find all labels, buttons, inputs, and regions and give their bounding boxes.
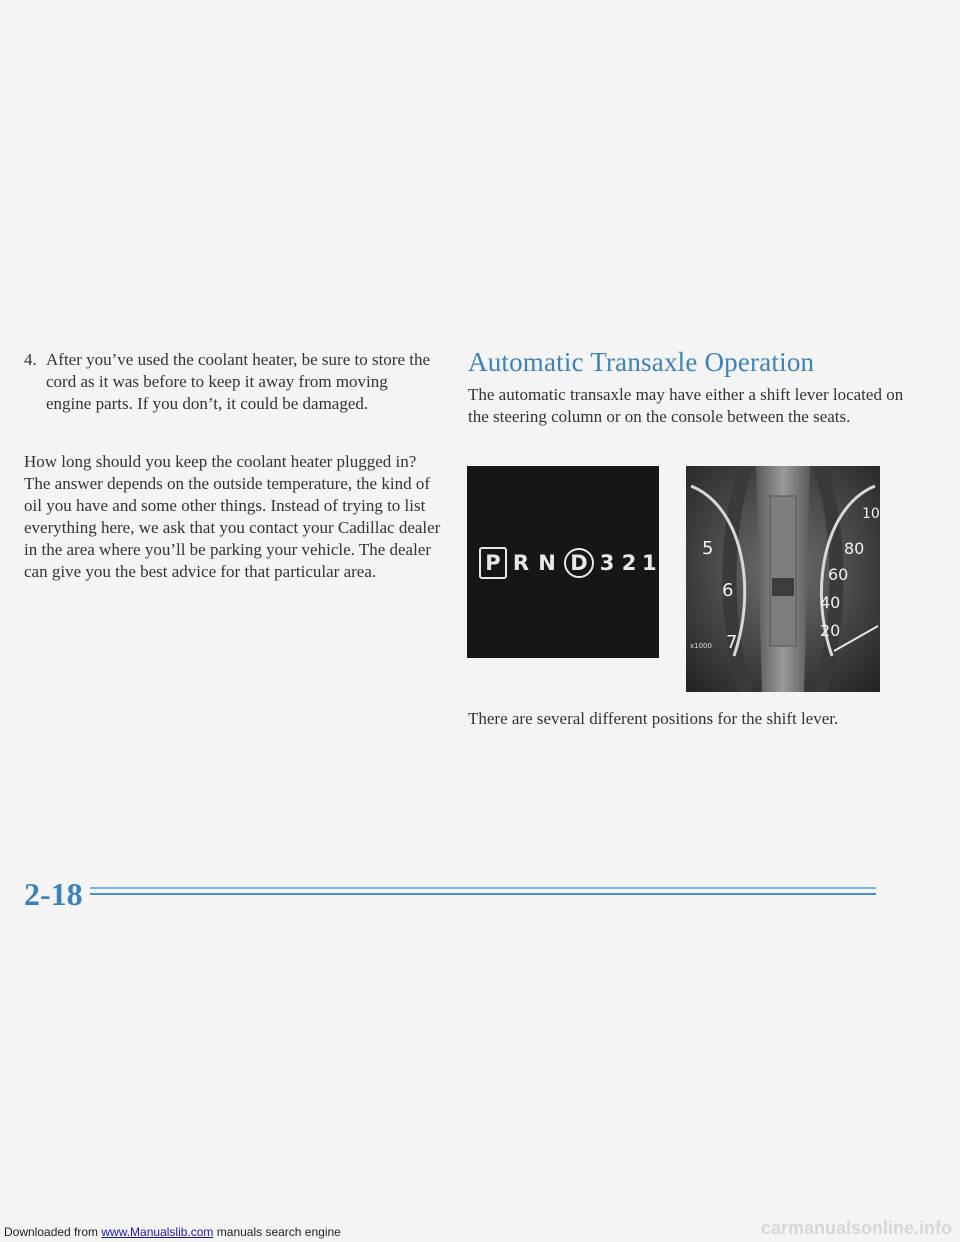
speed-label-40: 40 [820, 593, 841, 612]
speed-label-10: 10 [862, 506, 880, 522]
shift-indicator-image [467, 466, 659, 658]
manualslib-link[interactable]: www.Manualslib.com [101, 1225, 214, 1239]
step-number: 4. [24, 350, 37, 369]
tach-label-7: 7 [726, 632, 738, 653]
footer-rule-secondary [90, 893, 876, 895]
tach-label-5: 5 [702, 538, 714, 559]
gear-d: D [564, 548, 594, 578]
instrument-cluster-image [686, 466, 880, 692]
gear-2: 2 [621, 551, 637, 575]
speed-label-20: 20 [820, 621, 841, 640]
download-suffix: manuals search engine [213, 1225, 341, 1239]
watermark: carmanualsonline.info [760, 1218, 952, 1238]
speed-label-60: 60 [828, 565, 849, 584]
gear-3: 3 [599, 551, 615, 575]
step-item-4 [24, 349, 434, 415]
tach-label-6: 6 [722, 580, 734, 601]
section-heading: Automatic Transaxle Operation [468, 347, 815, 377]
speed-label-80: 80 [844, 539, 865, 558]
section-intro: The automatic transaxle may have either a shift lever located on the steering column or on the console between the seats. [468, 385, 904, 426]
cluster-graphic [686, 466, 880, 692]
gear-1: 1 [642, 551, 657, 575]
gear-p: P [479, 547, 507, 579]
gear-n: N [538, 551, 556, 575]
step-text: After you’ve used the coolant heater, be sure to store the cord as it was before to keep it away from moving engine parts. If you don’t, it could be damaged. [46, 350, 431, 413]
download-prefix: Downloaded from [4, 1225, 102, 1239]
coolant-heater-paragraph: How long should you keep the coolant heater plugged in? The answer depends on the outside temperature, the kind of oil you have and some other things. Instead of trying to list everything here, we ask that you contact your Cadillac dealer in the area where you’ll be parking your vehicle. The dealer can give you the best advice for that particular area. [24, 452, 441, 581]
tach-unit: x1000 [690, 642, 712, 650]
download-notice [4, 1225, 341, 1239]
shift-lever-caption: There are several different positions for the shift lever. [468, 709, 839, 728]
page-number: 2-18 [24, 876, 83, 912]
gear-r: R [512, 551, 530, 575]
footer-rule [90, 887, 876, 889]
